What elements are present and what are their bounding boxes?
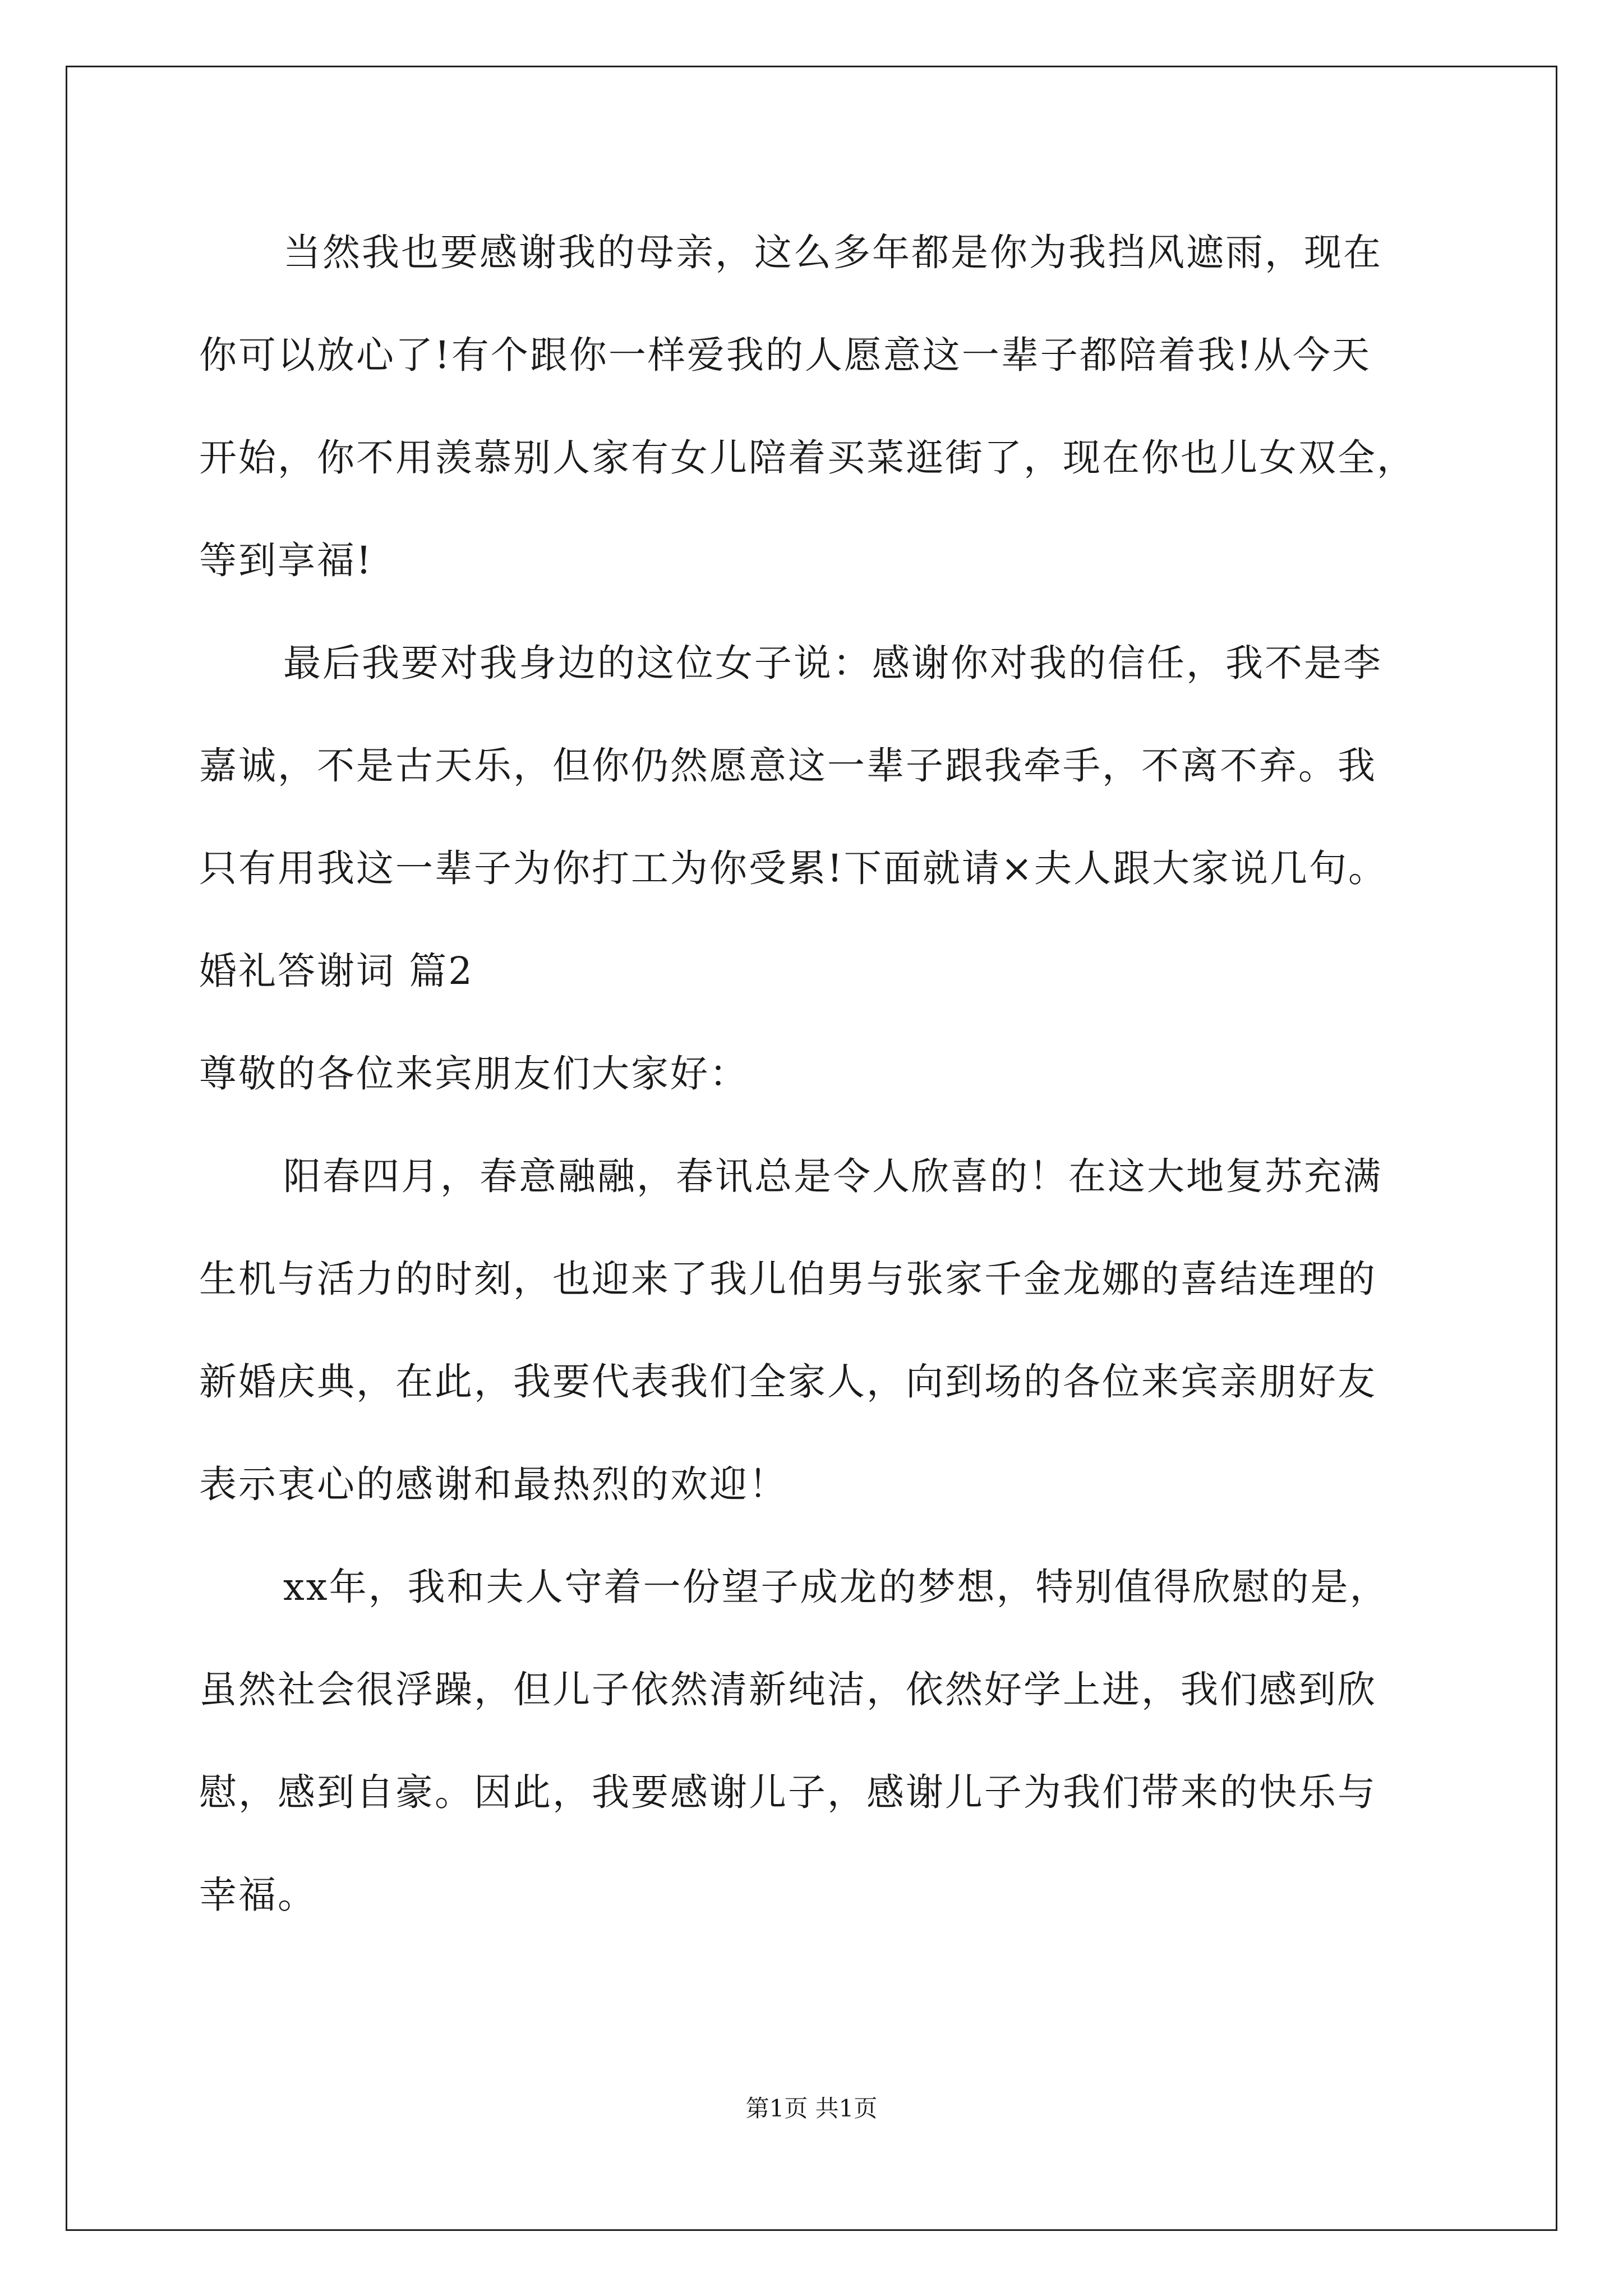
paragraph-line: xx年，我和夫人守着一份望子成龙的梦想，特别值得欣慰的是， [283,1565,1389,1609]
paragraph-line: 嘉诚，不是古天乐，但你仍然愿意这一辈子跟我牵手，不离不弃。我 [199,744,1377,788]
paragraph-line: 表示衷心的感谢和最热烈的欢迎！ [199,1462,788,1506]
paragraph-line: 最后我要对我身边的这位女子说：感谢你对我的信任，我不是李 [283,641,1382,685]
section-heading: 婚礼答谢词 篇2 [199,949,474,993]
paragraph-line: 等到享福! [199,539,373,582]
paragraph-line: 生机与活力的时刻，也迎来了我儿伯男与张家千金龙娜的喜结连理的 [199,1257,1377,1301]
paragraph-line: 你可以放心了!有个跟你一样爱我的人愿意这一辈子都陪着我!从今天 [199,333,1371,377]
paragraph-line: 慰，感到自豪。因此，我要感谢儿子，感谢儿子为我们带来的快乐与 [199,1770,1377,1814]
paragraph-line: 阳春四月，春意融融，春讯总是令人欣喜的！在这大地复苏充满 [283,1154,1382,1198]
paragraph-line: 虽然社会很浮躁，但儿子依然清新纯洁，依然好学上进，我们感到欣 [199,1668,1377,1711]
paragraph-line: 新婚庆典，在此，我要代表我们全家人，向到场的各位来宾亲朋好友 [199,1360,1377,1404]
paragraph-line: 只有用我这一辈子为你打工为你受累!下面就请×夫人跟大家说几句。 [199,846,1388,890]
salutation-line: 尊敬的各位来宾朋友们大家好： [199,1052,749,1096]
paragraph-line: 幸福。 [199,1873,317,1917]
page-number-footer: 第1页 共1页 [745,2095,878,2122]
paragraph-line: 开始，你不用羡慕别人家有女儿陪着买菜逛街了，现在你也儿女双全， [199,436,1416,480]
paragraph-line: 当然我也要感谢我的母亲，这么多年都是你为我挡风遮雨，现在 [283,231,1382,274]
